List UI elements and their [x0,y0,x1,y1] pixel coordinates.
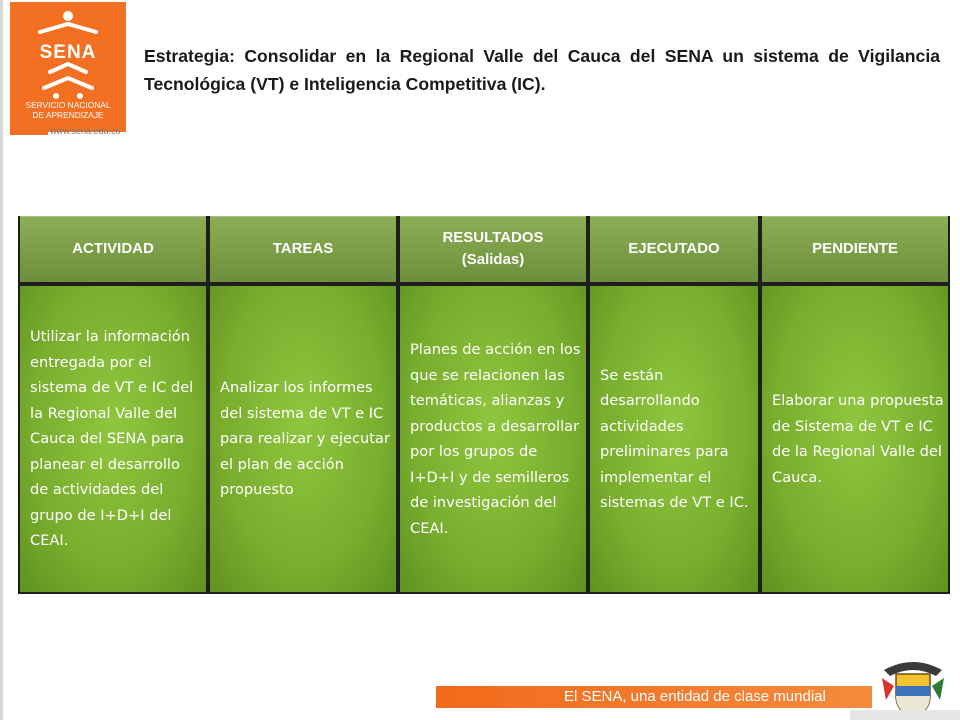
column-header [210,216,396,282]
logo-url[interactable]: www.sena.edu.co [50,126,121,136]
column-header [762,216,948,282]
column-ejecutado [590,216,758,594]
logo-url-bar [10,129,48,135]
strategy-table [18,216,950,594]
cell-text: Planes de acción en los que se relacionen las temáticas, alianzas y productos a desarrollar por los grupos de I+D+I y de semilleros de investigación del CEAI. [410,341,581,537]
header-sublabel: (Salidas) [461,251,525,268]
table-cell [400,286,586,592]
column-resultados [400,216,586,594]
logo-line-2: DE APRENDIZAJE [32,110,104,120]
table-cell [762,286,948,592]
cell-text: Utilizar la información entregada por el sistema de VT e IC del la Regional Valle del Cauca del SENA para planear el desarrollo de actividades del grupo de I+D+I del CEAI. [30,328,194,550]
cell-text: Analizar los informes del sistema de VT e IC para realizar y ejecutar el plan de acción propuesto [220,379,390,499]
sena-logo [10,2,126,132]
colombia-coat-of-arms-icon [878,656,948,718]
table-cell [590,286,758,592]
table-cell [210,286,396,592]
header-label: EJECUTADO [628,240,720,257]
column-pendiente [762,216,948,594]
column-tareas [210,216,396,594]
column-header [20,216,206,282]
column-header [590,216,758,282]
left-border [0,0,3,720]
logo-name: SENA [39,42,97,63]
cell-text: Elaborar una propuesta de Sistema de VT e IC de la Regional Valle del Cauca. [772,392,944,486]
header-label: TAREAS [272,240,334,257]
footer-gray-strip [850,710,960,720]
header-label: PENDIENTE [812,240,898,257]
slide-title: Estrategia: Consolidar en la Regional Valle del Cauca del SENA un sistema de Vigilancia Tecnológica (VT) e Inteligencia Competitiva (IC). [144,46,940,94]
table-cell [20,286,206,592]
header-label: RESULTADOS [442,229,544,246]
column-header [400,216,586,282]
logo-line-1: SERVICIO NACIONAL [25,100,111,110]
footer-slogan: El SENA, una entidad de clase mundial [564,688,826,705]
cell-text: Se están desarrollando actividades preliminares para implementar el sistemas de VT e IC. [600,366,749,511]
column-actividad [20,216,206,594]
header-label: ACTIVIDAD [72,240,154,257]
